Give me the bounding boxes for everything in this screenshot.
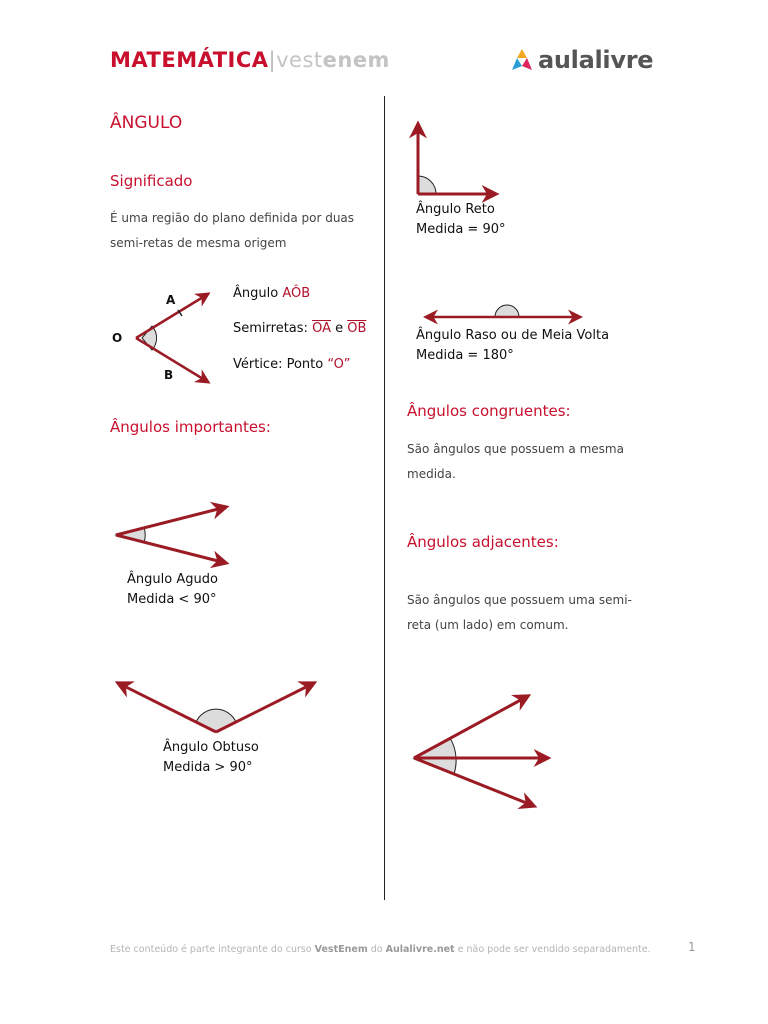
importantes-heading: Ângulos importantes: xyxy=(110,418,271,436)
adjacent-ray-top xyxy=(414,696,528,758)
adjacentes-line-1: São ângulos que possuem uma semi- xyxy=(407,593,632,607)
reto-line-1: Ângulo Reto xyxy=(416,202,495,217)
acute-ray-bottom xyxy=(116,535,226,563)
footer-course: VestEnem xyxy=(314,944,368,955)
label-a: A xyxy=(166,293,176,307)
adjacentes-heading: Ângulos adjacentes: xyxy=(407,533,559,551)
header-brand xyxy=(110,48,390,72)
reto-label xyxy=(416,200,506,240)
obtuse-angle-diagram xyxy=(110,675,330,745)
angulo-aob-label xyxy=(233,284,310,304)
obtuso-label xyxy=(163,738,259,778)
logo-text: aulalivre xyxy=(538,46,654,74)
right-arc xyxy=(418,176,436,194)
obtuso-line-1: Ângulo Obtuso xyxy=(163,740,259,755)
right-angle-diagram xyxy=(410,118,510,200)
obtuso-line-2: Medida > 90° xyxy=(163,760,253,775)
significado-text xyxy=(110,206,354,256)
raso-label xyxy=(416,326,609,366)
footer-text-1: Este conteúdo é parte integrante do curso xyxy=(110,944,315,955)
subject-title: MATEMÁTICA xyxy=(110,48,269,72)
acute-ray-top xyxy=(116,507,226,535)
semirreta-ob: $\overline{OB}$ xyxy=(347,321,367,336)
adjacent-angles-diagram xyxy=(410,688,560,813)
course-name-bold: enem xyxy=(322,48,390,72)
semirretas-label xyxy=(233,319,366,339)
straight-arc xyxy=(495,305,519,317)
angulo-prefix: Ângulo xyxy=(233,286,283,301)
agudo-line-1: Ângulo Agudo xyxy=(127,572,218,587)
reto-line-2: Medida = 90° xyxy=(416,222,506,237)
vertice-label xyxy=(233,355,350,375)
footer-site: Aulalivre.net xyxy=(385,944,455,955)
semirreta-oa: $\overline{OA}$ xyxy=(312,321,331,336)
footer-text-2: do xyxy=(367,944,386,955)
vertice-prefix: Vértice: Ponto xyxy=(233,357,328,372)
aulalivre-logo xyxy=(510,46,653,74)
congruentes-line-1: São ângulos que possuem a mesma xyxy=(407,442,624,456)
brand-separator: | xyxy=(268,48,277,72)
label-b: B xyxy=(164,368,174,382)
agudo-label xyxy=(127,570,218,610)
adjacentes-line-2: reta (um lado) em comum. xyxy=(407,618,569,632)
label-o: O xyxy=(112,331,123,345)
congruentes-text xyxy=(407,437,624,487)
page-number: 1 xyxy=(688,940,696,954)
course-name xyxy=(276,48,390,72)
raso-line-1: Ângulo Raso ou de Meia Volta xyxy=(416,328,610,343)
footer-text-3: e não pode ser vendido separadamente. xyxy=(454,944,651,955)
obtuse-ray-right xyxy=(216,683,314,732)
raso-line-2: Medida = 180° xyxy=(416,348,514,363)
adjacent-ray-bottom xyxy=(414,758,534,806)
congruentes-line-2: medida. xyxy=(407,467,456,481)
column-divider xyxy=(384,96,385,900)
adjacentes-text xyxy=(407,588,632,638)
significado-line-1: É uma região do plano definida por duas xyxy=(110,211,355,225)
page-title: ÂNGULO xyxy=(110,113,183,133)
congruentes-heading: Ângulos congruentes: xyxy=(407,402,571,420)
footer-notice xyxy=(110,940,670,960)
agudo-line-2: Medida < 90° xyxy=(127,592,217,607)
significado-heading: Significado xyxy=(110,172,193,190)
semirretas-prefix: Semirretas: xyxy=(233,321,313,336)
semirretas-and: e xyxy=(330,321,348,336)
obtuse-ray-left xyxy=(118,683,216,732)
acute-angle-diagram xyxy=(110,495,240,575)
obtuse-arc xyxy=(196,709,236,732)
straight-angle-diagram xyxy=(420,300,590,324)
course-name-light: vest xyxy=(276,48,323,72)
aulalivre-logo-icon xyxy=(510,48,534,72)
significado-line-2: semi-retas de mesma origem xyxy=(110,236,287,250)
angulo-name: AÔB xyxy=(282,286,311,301)
vertice-point: “O” xyxy=(327,357,351,372)
